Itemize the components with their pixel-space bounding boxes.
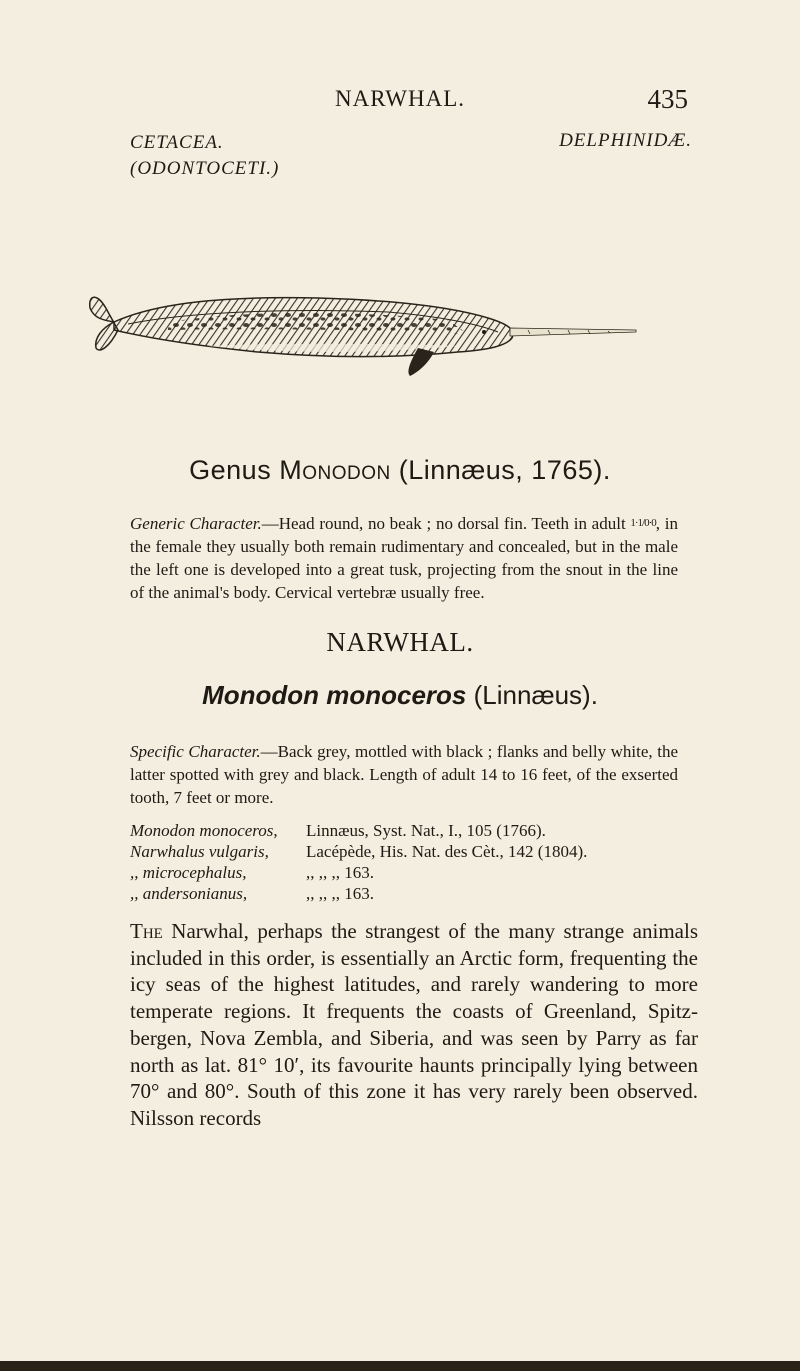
synonym-row bbox=[130, 884, 690, 905]
body-lead-word: The bbox=[130, 919, 163, 943]
taxonomy-order bbox=[130, 130, 279, 182]
synonym-reference: ,, ,, ,, 163. bbox=[306, 884, 374, 903]
synonym-name: ,, andersonianus, bbox=[130, 884, 248, 903]
running-head bbox=[0, 86, 800, 126]
synonym-reference: Linnæus, Syst. Nat., I., 105 (1766). bbox=[306, 821, 546, 840]
synonym-reference: ,, ,, ,, 163. bbox=[306, 863, 374, 882]
body-paragraph bbox=[130, 918, 698, 1132]
specific-character-label: Specific Character. bbox=[130, 742, 261, 761]
running-title: NARWHAL. bbox=[334, 86, 466, 111]
genus-name: Monodon bbox=[279, 455, 391, 485]
species-authority: (Linnæus). bbox=[473, 680, 598, 710]
narwhal-illustration bbox=[88, 272, 638, 382]
genus-label: Genus bbox=[189, 455, 272, 485]
body-text: Narwhal, perhaps the strangest of the many strange animals included in this order, is essentially an Arctic form, frequenting the icy seas of the highest latitudes, and rarely wandering to more temperate regions. It frequents the coasts of Greenland, Spitz-bergen, Nova Zembla, and Siberia, and was seen by Parry as far north as lat. 81° 10′, its favourite haunts principally lying between 70° and 80°. South of this zone it has very rarely been observed. Nilsson records bbox=[130, 919, 698, 1130]
tooth-formula: 1·1/0·0 bbox=[630, 517, 656, 529]
suborder-label: (ODONTOCETI.) bbox=[130, 158, 280, 179]
family-label: DELPHINIDÆ. bbox=[559, 130, 692, 151]
generic-character bbox=[130, 512, 678, 604]
generic-character-label: Generic Character. bbox=[130, 514, 262, 533]
species-binomial bbox=[0, 680, 800, 711]
synonym-name: Monodon monoceros, bbox=[130, 821, 278, 840]
synonymy-list bbox=[130, 821, 690, 905]
species-common-name: NARWHAL. bbox=[326, 627, 474, 657]
synonym-reference: Lacépède, His. Nat. des Cèt., 142 (1804). bbox=[306, 842, 588, 861]
synonym-name: Narwhalus vulgaris, bbox=[130, 842, 269, 861]
generic-character-text-1: —Head round, no beak ; no dorsal fin. Teeth in adult bbox=[261, 514, 631, 533]
generic-character-text-2: , in the female they usually both remain rudimentary and concealed, but in the male the left one is developed into a great tusk, projecting from the snout in the line of the animal's body. Cervical vertebræ usually free. bbox=[130, 514, 678, 602]
page-number: 435 bbox=[647, 84, 688, 114]
specific-character bbox=[130, 740, 678, 809]
synonym-name: ,, microcephalus, bbox=[130, 863, 247, 882]
synonym-row bbox=[130, 842, 690, 863]
synonym-row bbox=[130, 821, 690, 842]
order-label: CETACEA. bbox=[130, 132, 224, 153]
synonym-row bbox=[130, 863, 690, 884]
scientific-name: Monodon monoceros bbox=[202, 680, 467, 710]
specific-character-text: —Back grey, mottled with black ; flanks and belly white, the latter spotted with grey and black. Length of adult 14 to 16 feet, of the exserted tooth, 7 feet or more. bbox=[130, 742, 678, 807]
genus-authority: (Linnæus, 1765). bbox=[398, 455, 611, 485]
genus-heading bbox=[0, 455, 800, 486]
page-bottom-edge bbox=[0, 1361, 800, 1371]
